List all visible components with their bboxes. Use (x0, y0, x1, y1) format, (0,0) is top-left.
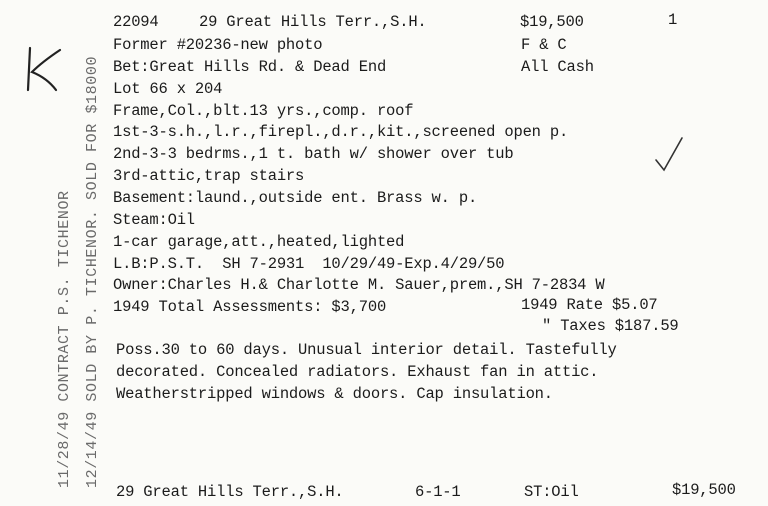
remarks-line-2: decorated. Concealed radiators. Exhaust fan in attic. (116, 363, 599, 381)
former-listing: Former #20236-new photo (113, 36, 323, 54)
remarks-line-1: Poss.30 to 60 days. Unusual interior detail. Tastefully (116, 341, 617, 359)
terms-line-2: All Cash (521, 58, 594, 76)
listing-number: 22094 (113, 13, 159, 31)
heating: Steam:Oil (113, 211, 195, 229)
handwritten-check-mark (652, 134, 686, 174)
footer-price: $19,500 (672, 481, 736, 499)
footer-heat: ST:Oil (524, 483, 579, 501)
construction: Frame,Col.,blt.13 yrs.,comp. roof (113, 102, 414, 120)
listing-broker: L.B:P.S.T. SH 7-2931 10/29/49-Exp.4/29/50 (113, 255, 505, 273)
second-floor: 2nd-3-3 bedrms.,1 t. bath w/ shower over tub (113, 145, 514, 163)
third-floor: 3rd-attic,trap stairs (113, 167, 305, 185)
card-number: 1 (668, 11, 678, 29)
taxes: " Taxes $187.59 (542, 317, 679, 335)
contract-stamp: 11/28/49 CONTRACT P.S. TICHENOR (56, 190, 73, 488)
tax-rate: 1949 Rate $5.07 (521, 296, 658, 314)
remarks-line-3: Weatherstripped windows & doors. Cap insulation. (116, 385, 553, 403)
owner: Owner:Charles H.& Charlotte M. Sauer,prem.,SH 7-2834 W (113, 276, 605, 294)
assessments: 1949 Total Assessments: $3,700 (113, 298, 387, 316)
terms-line-1: F & C (521, 36, 567, 54)
footer-code: 6-1-1 (415, 483, 461, 501)
first-floor: 1st-3-s.h.,l.r.,firepl.,d.r.,kit.,screened open p. (113, 123, 569, 141)
garage: 1-car garage,att.,heated,lighted (113, 233, 405, 251)
sold-stamp: 12/14/49 SOLD BY P. TICHENOR. SOLD FOR $18000 (84, 55, 101, 488)
lot-size: Lot 66 x 204 (113, 80, 223, 98)
header-address: 29 Great Hills Terr.,S.H. (199, 13, 427, 31)
footer-address: 29 Great Hills Terr.,S.H. (116, 483, 344, 501)
between-streets: Bet:Great Hills Rd. & Dead End (113, 58, 387, 76)
handwritten-k-mark (20, 44, 66, 94)
header-price: $19,500 (520, 13, 584, 31)
basement: Basement:laund.,outside ent. Brass w. p. (113, 189, 478, 207)
